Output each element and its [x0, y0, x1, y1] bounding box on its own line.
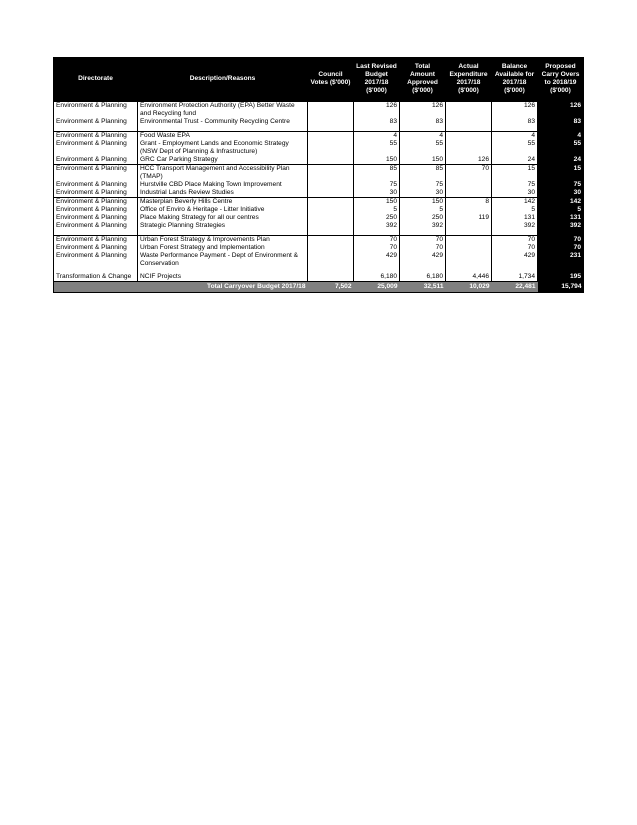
cell-last-revised: 83 [354, 118, 400, 126]
cell-balance-available: 1,734 [492, 273, 538, 282]
cell-council-votes [308, 156, 354, 165]
cell-actual-expenditure [446, 132, 492, 141]
cell-description: Urban Forest Strategy and Implementation [138, 244, 308, 252]
cell-directorate: Environment & Planning [54, 214, 138, 222]
cell-council-votes [308, 214, 354, 222]
cell-balance-available: 83 [492, 118, 538, 126]
cell-description: Office of Enviro & Heritage - Litter Initiative [138, 206, 308, 214]
table-row [54, 244, 584, 252]
cell-proposed-carry-over: 142 [538, 198, 584, 207]
cell-description: Industrial Lands Review Studies [138, 189, 308, 198]
cell-balance-available: 75 [492, 181, 538, 189]
table-row [54, 206, 584, 214]
cell-directorate: Transformation & Change [54, 273, 138, 282]
cell-proposed-carry-over: 4 [538, 132, 584, 141]
cell-balance-available: 392 [492, 222, 538, 230]
cell-council-votes [308, 198, 354, 207]
cell-balance-available: 30 [492, 189, 538, 198]
cell-total-approved: 83 [400, 118, 446, 126]
cell-council-votes [308, 206, 354, 214]
table-row [54, 132, 584, 141]
cell-directorate: Environment & Planning [54, 252, 138, 268]
cell-description: Strategic Planning Strategies [138, 222, 308, 230]
cell-last-revised: 75 [354, 181, 400, 189]
cell-balance-available: 55 [492, 140, 538, 156]
table-row [54, 222, 584, 230]
cell-balance-available: 142 [492, 198, 538, 207]
table-body [54, 102, 584, 282]
cell-balance-available: 131 [492, 214, 538, 222]
cell-proposed-carry-over: 24 [538, 156, 584, 165]
cell-total-approved: 55 [400, 140, 446, 156]
cell-description: Grant - Employment Lands and Economic Strategy (NSW Dept of Planning & Infrastructure) [138, 140, 308, 156]
cell-actual-expenditure: 8 [446, 198, 492, 207]
cell-actual-expenditure: 126 [446, 156, 492, 165]
header-balance-available: Balance Available for 2017/18 ($'000) [492, 57, 538, 102]
total-balance: 22,481 [492, 282, 538, 293]
cell-balance-available: 429 [492, 252, 538, 268]
cell-last-revised: 4 [354, 132, 400, 141]
cell-actual-expenditure [446, 181, 492, 189]
table-row [54, 181, 584, 189]
cell-balance-available: 15 [492, 165, 538, 182]
cell-balance-available: 70 [492, 244, 538, 252]
cell-council-votes [308, 165, 354, 182]
cell-actual-expenditure [446, 102, 492, 119]
cell-proposed-carry-over: 15 [538, 165, 584, 182]
header-proposed-carry-overs: Proposed Carry Overs to 2018/19 ($'000) [538, 57, 584, 102]
cell-actual-expenditure [446, 244, 492, 252]
cell-directorate: Environment & Planning [54, 156, 138, 165]
cell-proposed-carry-over: 83 [538, 118, 584, 126]
cell-proposed-carry-over: 231 [538, 252, 584, 268]
total-last-revised: 25,009 [354, 282, 400, 293]
cell-directorate: Environment & Planning [54, 181, 138, 189]
cell-balance-available: 24 [492, 156, 538, 165]
cell-proposed-carry-over: 126 [538, 102, 584, 119]
table-row [54, 198, 584, 207]
cell-last-revised: 85 [354, 165, 400, 182]
cell-total-approved: 150 [400, 198, 446, 207]
cell-actual-expenditure [446, 252, 492, 268]
cell-council-votes [308, 244, 354, 252]
cell-directorate: Environment & Planning [54, 118, 138, 126]
cell-directorate: Environment & Planning [54, 102, 138, 119]
cell-description: Masterplan Beverly Hills Centre [138, 198, 308, 207]
cell-council-votes [308, 102, 354, 119]
cell-balance-available: 126 [492, 102, 538, 119]
cell-actual-expenditure [446, 189, 492, 198]
total-label: Total Carryover Budget 2017/18 [54, 282, 308, 293]
cell-council-votes [308, 140, 354, 156]
cell-description: GRC Car Parking Strategy [138, 156, 308, 165]
table-row [54, 236, 584, 245]
table-row [54, 252, 584, 268]
cell-proposed-carry-over: 70 [538, 244, 584, 252]
cell-balance-available: 70 [492, 236, 538, 245]
cell-last-revised: 70 [354, 236, 400, 245]
cell-description: Place Making Strategy for all our centres [138, 214, 308, 222]
cell-total-approved: 126 [400, 102, 446, 119]
cell-last-revised: 126 [354, 102, 400, 119]
cell-last-revised: 55 [354, 140, 400, 156]
cell-description: Urban Forest Strategy & Improvements Plan [138, 236, 308, 245]
cell-council-votes [308, 132, 354, 141]
cell-proposed-carry-over: 5 [538, 206, 584, 214]
header-directorate: Directorate [54, 57, 138, 102]
cell-directorate: Environment & Planning [54, 236, 138, 245]
cell-council-votes [308, 181, 354, 189]
cell-council-votes [308, 252, 354, 268]
cell-total-approved: 429 [400, 252, 446, 268]
cell-directorate: Environment & Planning [54, 132, 138, 141]
cell-balance-available: 4 [492, 132, 538, 141]
cell-actual-expenditure [446, 118, 492, 126]
table-footer [54, 282, 584, 293]
cell-description: NCIF Projects [138, 273, 308, 282]
cell-actual-expenditure: 4,446 [446, 273, 492, 282]
header-description: Description/Reasons [138, 57, 308, 102]
carryover-sheet [53, 57, 583, 293]
cell-proposed-carry-over: 131 [538, 214, 584, 222]
header-last-revised-budget: Last Revised Budget 2017/18 ($'000) [354, 57, 400, 102]
cell-last-revised: 70 [354, 244, 400, 252]
total-council-votes: 7,502 [308, 282, 354, 293]
cell-total-approved: 75 [400, 181, 446, 189]
cell-council-votes [308, 236, 354, 245]
table-row [54, 214, 584, 222]
table-row [54, 118, 584, 126]
cell-council-votes [308, 222, 354, 230]
header-actual-expenditure: Actual Expenditure 2017/18 ($'000) [446, 57, 492, 102]
cell-description: Environmental Trust - Community Recycling Centre [138, 118, 308, 126]
cell-total-approved: 5 [400, 206, 446, 214]
header-council-votes: Council Votes ($'000) [308, 57, 354, 102]
cell-directorate: Environment & Planning [54, 198, 138, 207]
cell-description: Environment Protection Authority (EPA) Better Waste and Recycling fund [138, 102, 308, 119]
cell-directorate: Environment & Planning [54, 206, 138, 214]
cell-council-votes [308, 273, 354, 282]
cell-proposed-carry-over: 55 [538, 140, 584, 156]
cell-balance-available: 5 [492, 206, 538, 214]
cell-last-revised: 429 [354, 252, 400, 268]
cell-actual-expenditure: 70 [446, 165, 492, 182]
cell-total-approved: 250 [400, 214, 446, 222]
table-row [54, 273, 584, 282]
cell-description: Hurstville CBD Place Making Town Improvement [138, 181, 308, 189]
cell-proposed-carry-over: 195 [538, 273, 584, 282]
cell-last-revised: 5 [354, 206, 400, 214]
cell-total-approved: 392 [400, 222, 446, 230]
total-actual: 10,029 [446, 282, 492, 293]
cell-total-approved: 70 [400, 236, 446, 245]
table-row [54, 189, 584, 198]
cell-description: HCC Transport Management and Accessibility Plan (TMAP) [138, 165, 308, 182]
cell-directorate: Environment & Planning [54, 222, 138, 230]
cell-last-revised: 250 [354, 214, 400, 222]
carryover-table [53, 57, 584, 293]
cell-actual-expenditure [446, 236, 492, 245]
cell-proposed-carry-over: 70 [538, 236, 584, 245]
cell-council-votes [308, 118, 354, 126]
cell-total-approved: 85 [400, 165, 446, 182]
cell-actual-expenditure [446, 222, 492, 230]
cell-actual-expenditure [446, 206, 492, 214]
table-header [54, 57, 584, 102]
cell-directorate: Environment & Planning [54, 165, 138, 182]
cell-total-approved: 150 [400, 156, 446, 165]
total-approved: 32,511 [400, 282, 446, 293]
cell-total-approved: 30 [400, 189, 446, 198]
cell-last-revised: 30 [354, 189, 400, 198]
header-total-approved: Total Amount Approved ($'000) [400, 57, 446, 102]
cell-proposed-carry-over: 30 [538, 189, 584, 198]
cell-directorate: Environment & Planning [54, 189, 138, 198]
cell-last-revised: 6,180 [354, 273, 400, 282]
cell-total-approved: 4 [400, 132, 446, 141]
cell-total-approved: 6,180 [400, 273, 446, 282]
cell-last-revised: 150 [354, 156, 400, 165]
cell-actual-expenditure [446, 140, 492, 156]
table-row [54, 156, 584, 165]
table-row [54, 102, 584, 119]
cell-total-approved: 70 [400, 244, 446, 252]
cell-last-revised: 392 [354, 222, 400, 230]
total-carry-over: 15,794 [538, 282, 584, 293]
cell-actual-expenditure: 119 [446, 214, 492, 222]
cell-council-votes [308, 189, 354, 198]
cell-directorate: Environment & Planning [54, 140, 138, 156]
cell-proposed-carry-over: 392 [538, 222, 584, 230]
cell-description: Food Waste EPA [138, 132, 308, 141]
cell-directorate: Environment & Planning [54, 244, 138, 252]
cell-proposed-carry-over: 75 [538, 181, 584, 189]
cell-last-revised: 150 [354, 198, 400, 207]
cell-description: Waste Performance Payment - Dept of Environment & Conservation [138, 252, 308, 268]
table-row [54, 165, 584, 182]
table-row [54, 140, 584, 156]
